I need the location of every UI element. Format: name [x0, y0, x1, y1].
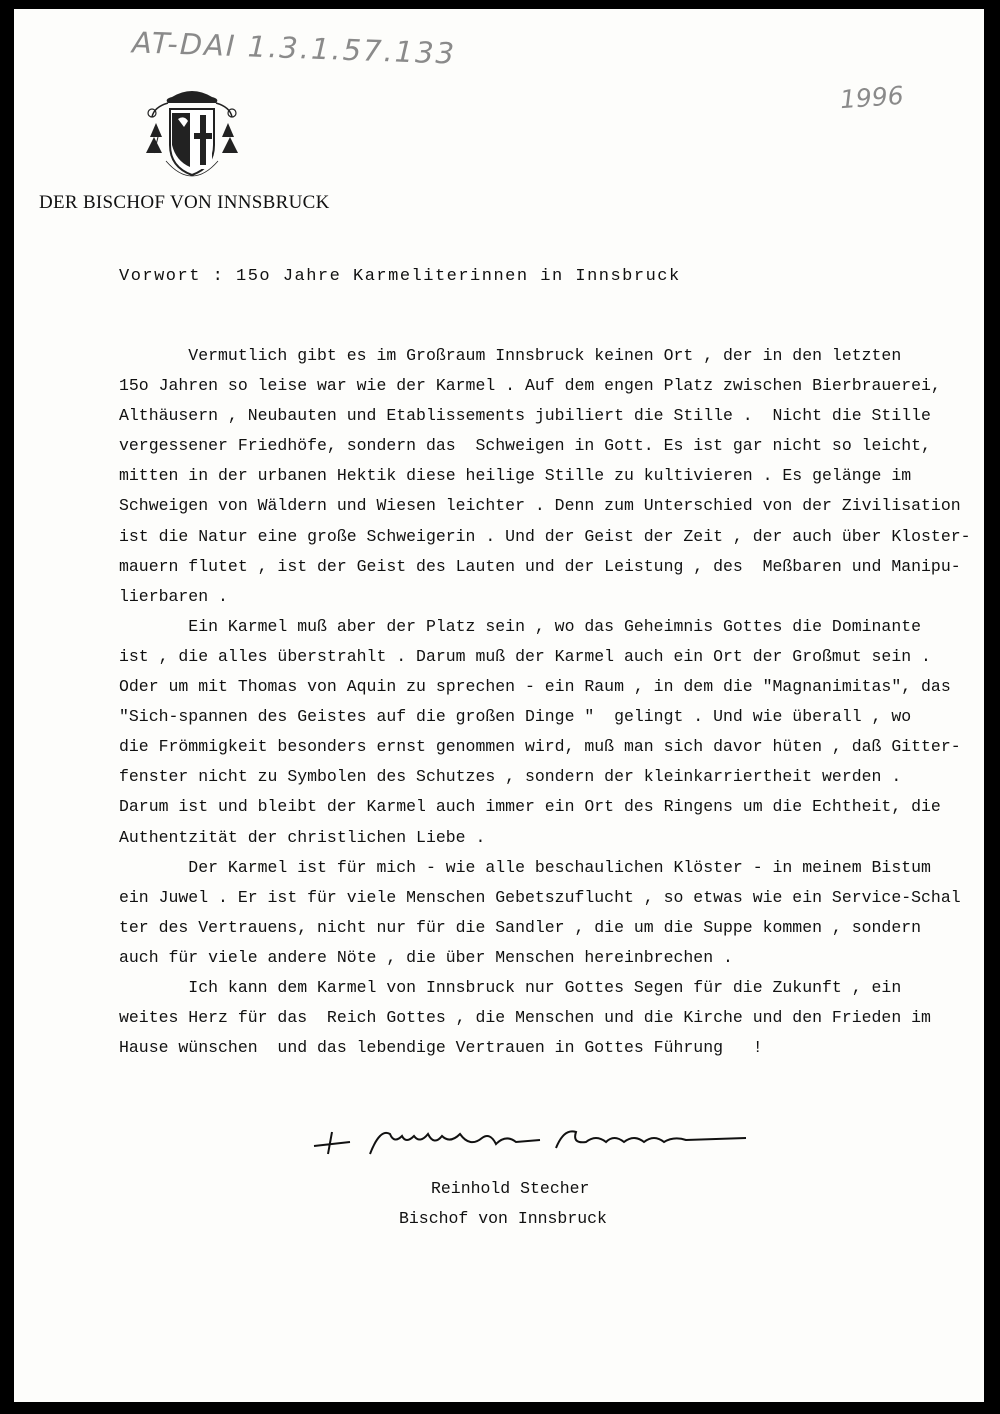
body-line: mauern flutet , ist der Geist des Lauten und der Leistung , des Meßbaren und Manipu-: [119, 556, 961, 576]
archive-reference-note: AT-DAI 1.3.1.57.133: [131, 25, 457, 71]
handwritten-signature: [310, 1114, 750, 1164]
body-line: mitten in der urbanen Hektik diese heilige Stille zu kultivieren . Es gelänge im: [119, 466, 912, 486]
body-line: 15o Jahren so leise war wie der Karmel . Auf dem engen Platz zwischen Bierbrauerei,: [119, 376, 941, 396]
body-line: vergessener Friedhöfe, sondern das Schweigen in Gott. Es ist gar nicht so leicht,: [119, 436, 931, 456]
body-line: "Sich-spannen des Geistes auf die großen Dinge " gelingt . Und wie überall , wo: [119, 707, 912, 727]
signer-name: Reinhold Stecher: [431, 1179, 590, 1198]
signer-title: Bischof von Innsbruck: [399, 1209, 607, 1228]
body-line: Oder um mit Thomas von Aquin zu sprechen - ein Raum , in dem die "Magnanimitas", das: [119, 677, 951, 697]
body-line: ist , die alles überstrahlt . Darum muß der Karmel auch ein Ort der Großmut sein .: [119, 646, 931, 666]
body-line: ist die Natur eine große Schweigerin . Und der Geist der Zeit , der auch über Kloster-: [119, 526, 971, 546]
letter-subject: Vorwort : 15o Jahre Karmeliterinnen in Innsbruck: [119, 267, 681, 286]
letter-body: [119, 341, 969, 1063]
body-line: ein Juwel . Er ist für viele Menschen Gebetszuflucht , so etwas wie ein Service-Schal: [119, 887, 961, 907]
year-note: 1996: [839, 80, 905, 115]
body-line: Althäusern , Neubauten und Etablissements jubiliert die Stille . Nicht die Stille: [119, 406, 931, 426]
body-line: Ein Karmel muß aber der Platz sein , wo das Geheimnis Gottes die Dominante: [119, 616, 922, 636]
body-line: fenster nicht zu Symbolen des Schutzes , sondern der kleinkarriertheit werden .: [119, 767, 902, 787]
body-line: Schweigen von Wäldern und Wiesen leichter . Denn zum Unterschied von der Zivilisation: [119, 496, 961, 516]
body-line: Ich kann dem Karmel von Innsbruck nur Gottes Segen für die Zukunft , ein: [119, 977, 902, 997]
body-line: Der Karmel ist für mich - wie alle beschaulichen Klöster - in meinem Bistum: [119, 857, 931, 877]
body-line: lierbaren .: [119, 586, 228, 606]
body-line: die Frömmigkeit besonders ernst genommen wird, muß man sich davor hüten , daß Gitter-: [119, 737, 961, 757]
signature-block: [399, 1174, 607, 1234]
body-line: ter des Vertrauens, nicht nur für die Sandler , die um die Suppe kommen , sondern: [119, 917, 922, 937]
body-line: Hause wünschen und das lebendige Vertrauen in Gottes Führung !: [119, 1038, 763, 1058]
body-line: Vermutlich gibt es im Großraum Innsbruck keinen Ort , der in den letzten: [119, 346, 902, 365]
body-line: Authentzität der christlichen Liebe .: [119, 827, 486, 847]
letter-page: [14, 9, 984, 1402]
bishop-crest-icon: [144, 83, 240, 193]
body-line: weites Herz für das Reich Gottes , die Menschen und die Kirche und den Frieden im: [119, 1008, 931, 1028]
letterhead-title: DER BISCHOF VON INNSBRUCK: [39, 192, 330, 213]
body-line: auch für viele andere Nöte , die über Menschen hereinbrechen .: [119, 947, 733, 967]
body-line: Darum ist und bleibt der Karmel auch immer ein Ort des Ringens um die Echtheit, die: [119, 797, 941, 817]
